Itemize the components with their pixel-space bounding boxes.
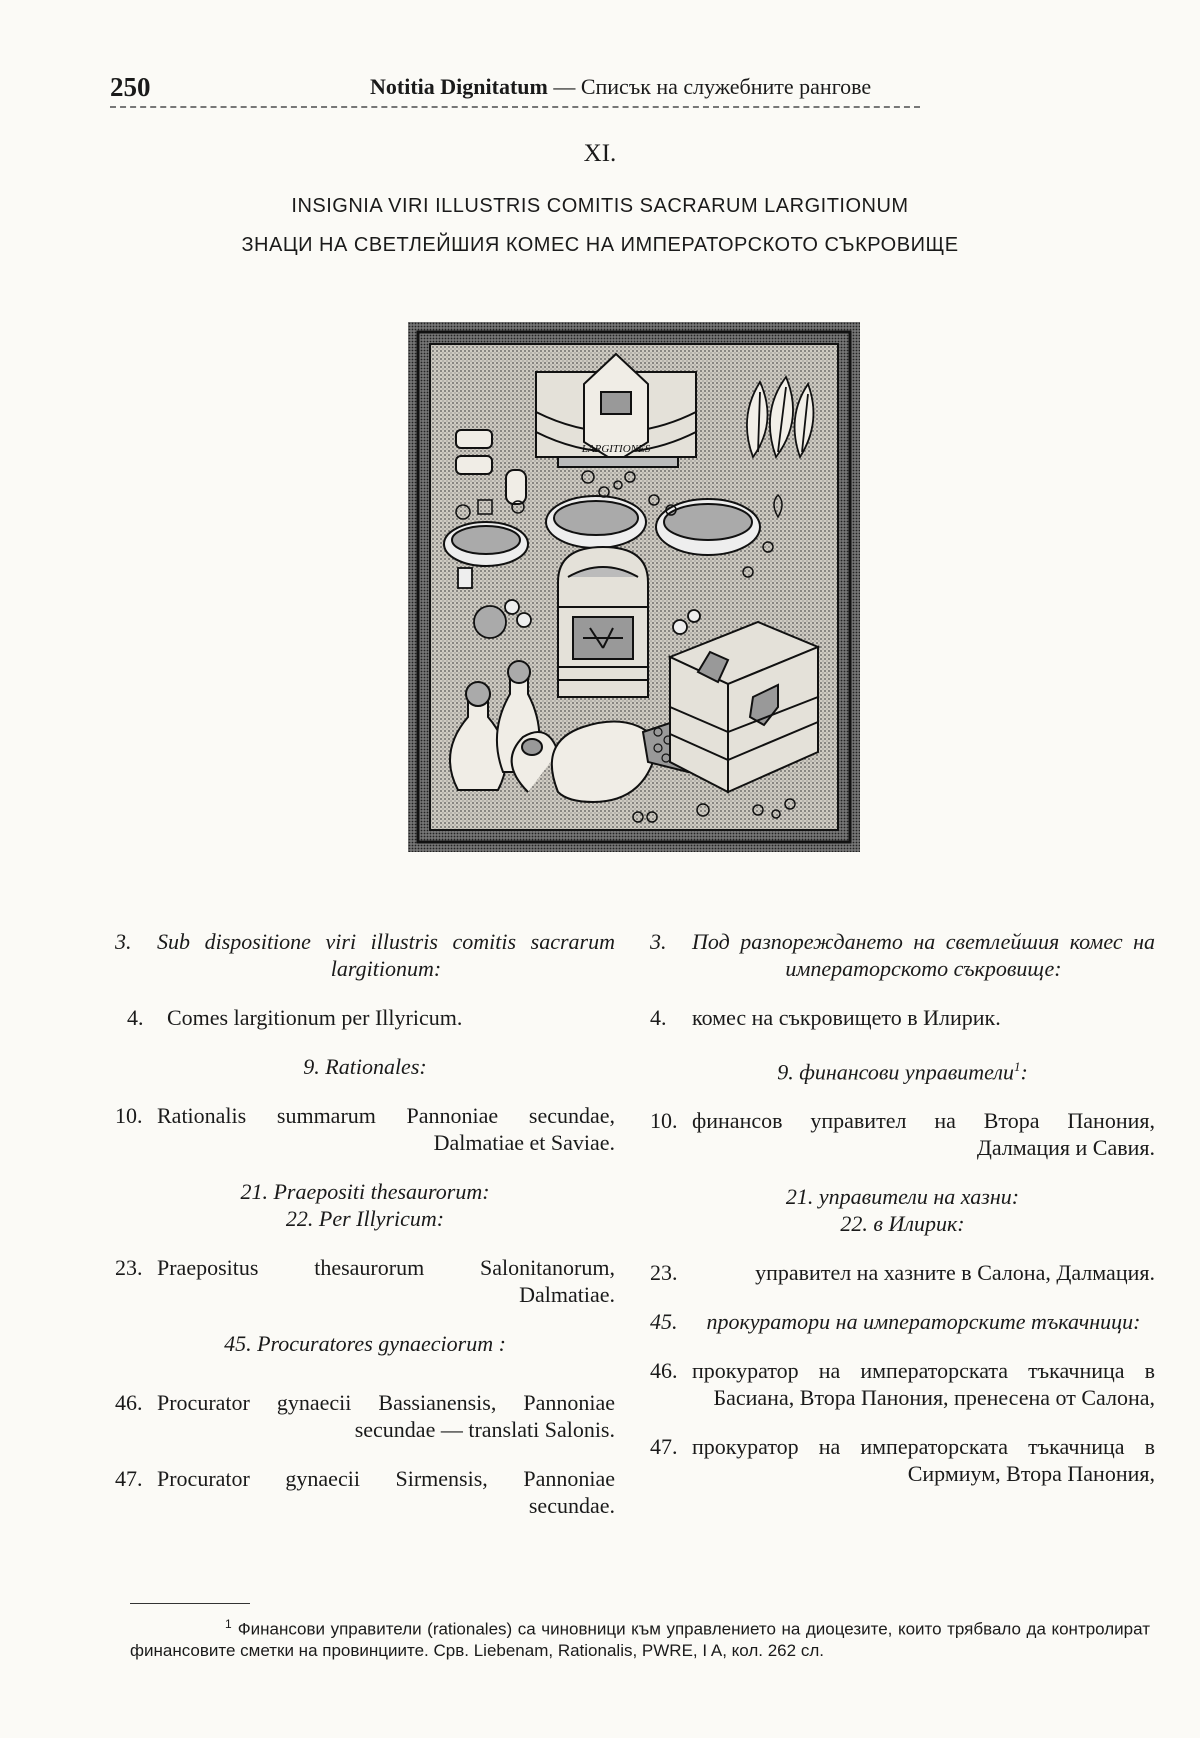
entry-number: 9. <box>303 1054 320 1079</box>
entry-text: Praepositi thesaurorum: <box>273 1179 490 1204</box>
entry-number: 4. <box>650 1005 667 1030</box>
chapter-title-bulgarian: ЗНАЦИ НА СВЕТЛЕЙШИЯ КОМЕС НА ИМПЕРАТОРСКОТО СЪКРОВИЩЕ <box>241 234 959 256</box>
bulgarian-entry-47 <box>650 1433 1155 1487</box>
entry-number: 3. <box>115 929 132 954</box>
entry-number: 22. <box>840 1211 868 1237</box>
latin-entry-45 <box>115 1330 615 1357</box>
latin-entry-23 <box>115 1254 615 1308</box>
entry-text: Praepositus thesaurorum Salonitanorum, Dalmatiae. <box>157 1255 615 1307</box>
running-head <box>370 74 871 100</box>
entry-text: Procurator gynaecii Bassianensis, Pannoniae secundae — translati Salonis. <box>157 1390 615 1442</box>
bulgarian-entry-4 <box>650 1004 1155 1031</box>
entry-text: управители на хазни: <box>818 1184 1020 1210</box>
footnote-text: Финансови управители (rationales) са чиновници към управлението на диоцезите, които трябвало да контролират финансовите сметки на провинциите. Срв. Liebenam, Rationalis, PWRE, I A, кол. 262 сл. <box>130 1619 1150 1660</box>
bulgarian-entry-3 <box>650 928 1155 982</box>
largitiones-label: LARGITIONES <box>581 443 651 455</box>
entry-text: Rationalis summarum Pannoniae secundae, Dalmatiae et Saviae. <box>157 1103 615 1155</box>
entry-text: финансови управители <box>799 1059 1014 1085</box>
entry-number: 47. <box>650 1434 678 1460</box>
footnote-ref: 1 <box>1013 1059 1021 1074</box>
entry-text: Procurator gynaecii Sirmensis, Pannoniae secundae. <box>157 1466 615 1518</box>
bulgarian-entry-21 <box>650 1183 1155 1210</box>
entry-text: в Илирик: <box>873 1211 965 1237</box>
entry-number: 23. <box>115 1255 143 1280</box>
entry-number: 10. <box>650 1108 678 1134</box>
entry-text: финансов управител на Втора Панония, Далмация и Савия. <box>692 1108 1155 1161</box>
running-head-bulgarian: Списък на служебните рангове <box>580 74 872 99</box>
entry-number: 21. <box>785 1184 814 1210</box>
chapter-number: XI. <box>583 140 617 167</box>
entry-text-after: : <box>1020 1059 1028 1085</box>
entry-number: 46. <box>115 1390 143 1415</box>
entry-number: 46. <box>650 1358 678 1384</box>
bulgarian-entry-45 <box>650 1308 1155 1335</box>
bulgarian-entry-46 <box>650 1357 1155 1411</box>
latin-entry-3 <box>115 928 615 982</box>
entry-text: прокуратор на императорската тъкачница в Сирмиум, Втора Панония, <box>692 1434 1155 1487</box>
latin-entry-9 <box>115 1053 615 1080</box>
chapter-title-latin: INSIGNIA VIRI ILLUSTRIS COMITIS SACRARUM LARGITIONUM <box>291 195 909 217</box>
bulgarian-entry-23 <box>650 1259 1155 1286</box>
footnote-mark: 1 <box>225 1617 232 1631</box>
entry-text: Rationales: <box>325 1054 427 1079</box>
latin-entry-21 <box>115 1178 615 1205</box>
entry-number: 47. <box>115 1466 143 1491</box>
entry-number: 4. <box>127 1005 144 1030</box>
running-head-latin: Notitia Dignitatum <box>370 74 548 99</box>
latin-entry-10 <box>115 1102 615 1156</box>
entry-number: 45. <box>224 1331 252 1356</box>
latin-entry-22 <box>115 1205 615 1232</box>
entry-text: Comes largitionum per Illyricum. <box>167 1005 463 1030</box>
bulgarian-entry-9 <box>650 1053 1155 1085</box>
latin-entry-47 <box>115 1465 615 1519</box>
bulgarian-entry-10 <box>650 1107 1155 1161</box>
page-number: 250 <box>110 72 151 102</box>
entry-number: 9. <box>777 1059 794 1085</box>
entry-number: 10. <box>115 1103 143 1128</box>
latin-entry-46 <box>115 1389 615 1443</box>
footnote-rule <box>130 1603 250 1604</box>
entry-number: 21. <box>240 1179 268 1204</box>
footnote <box>130 1614 1150 1661</box>
entry-text: Per Illyricum: <box>318 1206 445 1231</box>
entry-text: Procuratores gynaeciorum : <box>257 1331 506 1356</box>
entry-number: 22. <box>285 1206 314 1231</box>
bulgarian-column <box>650 928 1155 1509</box>
bulgarian-entry-22 <box>650 1210 1155 1237</box>
entry-text: прокуратор на императорската тъкачница в Басиана, Втора Панония, пренесена от Салона, <box>692 1358 1155 1411</box>
latin-entry-4 <box>115 1004 615 1031</box>
entry-text: Под разпореждането на светлейшия комес на императорското съкровище: <box>692 929 1155 981</box>
running-head-separator: — <box>553 74 576 99</box>
header-rule <box>110 106 920 108</box>
entry-text: Sub dispositione viri illustris comitis sacrarum largitionum: <box>157 929 615 981</box>
latin-column <box>115 928 615 1541</box>
entry-number: 23. <box>650 1260 678 1286</box>
entry-text: прокуратори на императорските тъкачници: <box>706 1309 1141 1335</box>
entry-text: комес на съкровището в Илирик. <box>692 1005 1001 1030</box>
insignia-illustration <box>408 322 860 852</box>
entry-text: управител на хазните в Салона, Далмация. <box>755 1260 1155 1286</box>
entry-number: 45. <box>650 1309 678 1335</box>
entry-number: 3. <box>650 929 667 954</box>
